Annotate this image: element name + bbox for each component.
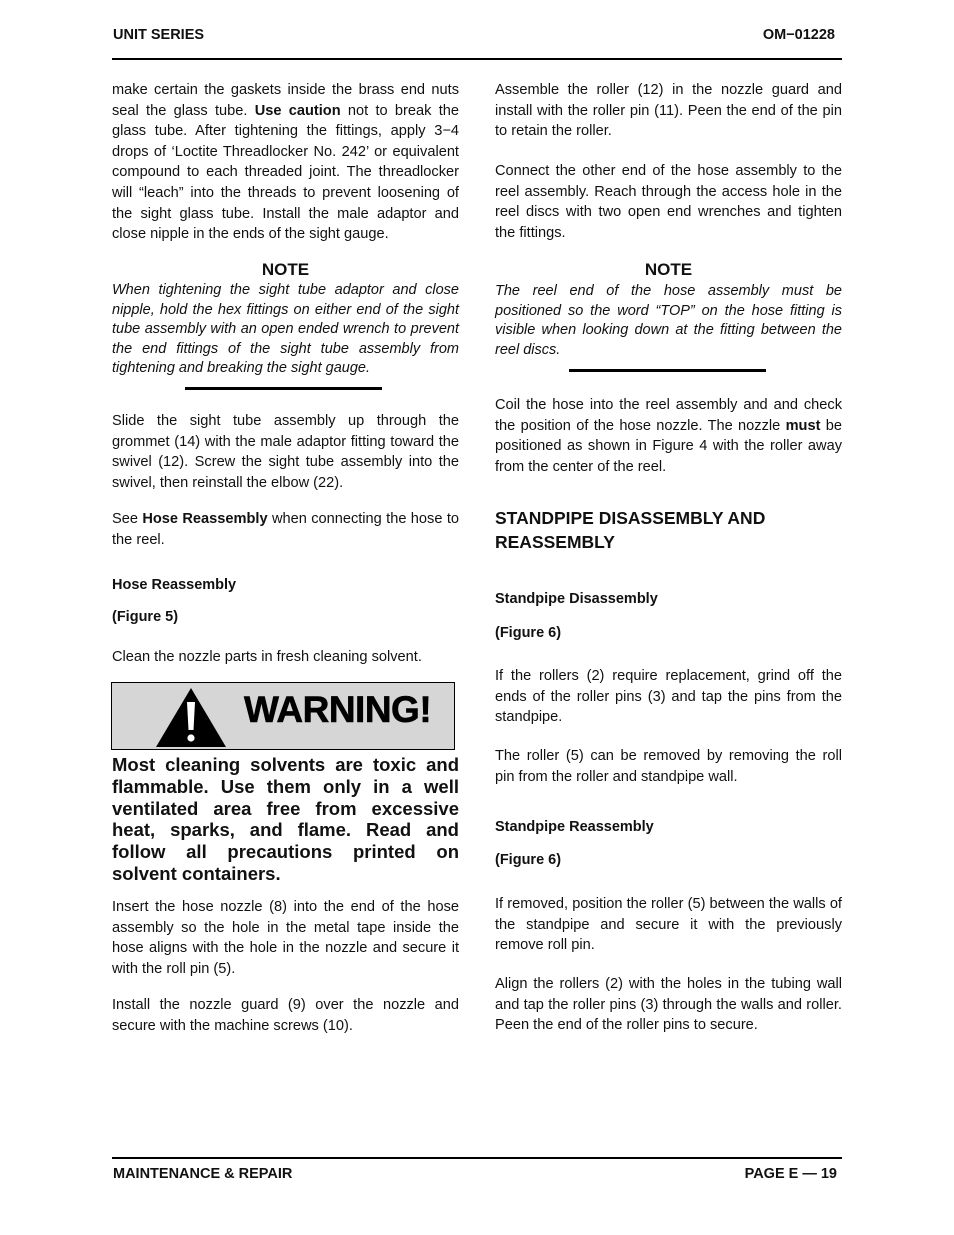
header-rule — [112, 58, 842, 60]
text-run: Coil the hose into the reel assembly and and check the position of the hose nozzle. The nozzle — [495, 397, 842, 434]
warning-text: Most cleaning solvents are toxic and flammable. Use them only in a well ventilated area free from excessive heat, sparks, and flame. Read and follow all precautions printed on solvent containers. — [112, 754, 459, 884]
right-paragraph-7: Align the rollers (2) with the holes in the tubing wall and tap the roller pins (3) through the walls and roller. Peen the end of the roller pins to secure. — [495, 976, 842, 1034]
left-paragraph-2-wrap — [112, 411, 459, 493]
right-paragraph-4: If the rollers (2) require replacement, grind off the ends of the roller pins (3) and tap the pins from the standpipe. — [495, 668, 842, 726]
right-note-separator — [569, 369, 766, 372]
hose-reassembly-figure-ref: (Figure 5) — [112, 609, 179, 625]
footer-rule — [112, 1157, 842, 1159]
left-note-title: NOTE — [261, 260, 310, 279]
right-paragraph-4-wrap — [495, 666, 842, 728]
right-paragraph-1: Assemble the roller (12) in the nozzle guard and install with the roller pin (11). Peen the end of the pin to retain the roller. — [495, 82, 842, 140]
right-paragraph-6-wrap — [495, 894, 842, 956]
footer-page-number: PAGE E — 19 — [744, 1166, 837, 1182]
header-doc-number: OM−01228 — [762, 27, 835, 43]
left-column — [112, 80, 459, 245]
hose-reassembly-heading: Hose Reassembly — [112, 577, 237, 593]
left-paragraph-6-wrap — [112, 995, 459, 1036]
left-paragraph-1 — [112, 80, 459, 245]
text-run: not to break the glass tube. After tightening the fittings, apply 3−4 drops of ‘Loctite Threadlocker No. 242’ or equivalent compound to each threaded joint. The threadlocker will “leach” into the threads to prevent loosening of the sight glass tube. Install the male adaptor and close nipple in the ends of the sight gauge. — [112, 102, 459, 243]
left-paragraph-5: Insert the hose nozzle (8) into the end of the hose assembly so the hole in the metal tape inside the hose aligns with the hole in the nozzle and secure it with the roll pin (5). — [112, 899, 459, 977]
right-paragraph-3 — [495, 395, 842, 477]
left-paragraph-5-wrap — [112, 897, 459, 979]
right-paragraph-2-wrap — [495, 161, 842, 243]
right-paragraph-5: The roller (5) can be removed by removing the roll pin from the roller and standpipe wall. — [495, 748, 842, 785]
left-paragraph-4-wrap — [112, 647, 459, 668]
header-series: UNIT SERIES — [113, 27, 205, 43]
warning-triangle-icon — [154, 685, 228, 749]
text-run: make certain the gaskets inside the brass end nuts seal the glass tube. — [112, 82, 459, 119]
standpipe-reassembly-heading: Standpipe Reassembly — [495, 819, 654, 835]
left-paragraph-6: Install the nozzle guard (9) over the nozzle and secure with the machine screws (10). — [112, 997, 459, 1034]
left-paragraph-4: Clean the nozzle parts in fresh cleaning solvent. — [112, 649, 422, 665]
left-paragraph-3 — [112, 509, 459, 550]
warning-label: WARNING! — [244, 689, 432, 730]
right-paragraph-2: Connect the other end of the hose assembly to the reel assembly. Reach through the access hole in the reel discs with two open end wrenches and tighten the fittings. — [495, 163, 842, 241]
footer-section: MAINTENANCE & REPAIR — [113, 1166, 293, 1182]
left-paragraph-3-wrap — [112, 509, 459, 550]
right-note-body: The reel end of the hose assembly must be positioned so the word “TOP” on the hose fitting is visible when looking down at the fitting between the reel discs. — [495, 283, 842, 358]
text-run: when connecting the hose to the reel. — [112, 511, 459, 548]
text-run: See — [112, 511, 143, 527]
right-paragraph-1-wrap — [495, 80, 842, 142]
standpipe-reassembly-figure-ref: (Figure 6) — [495, 852, 562, 868]
warning-banner — [111, 682, 455, 750]
text-run: be positioned as shown in Figure 4 with the roller away from the center of the reel. — [495, 417, 842, 475]
right-paragraph-7-wrap — [495, 974, 842, 1036]
right-paragraph-5-wrap — [495, 746, 842, 787]
right-note-title: NOTE — [644, 260, 693, 279]
standpipe-disassembly-figure-ref: (Figure 6) — [495, 625, 562, 641]
emphasis: Use caution — [254, 102, 341, 119]
standpipe-disassembly-heading: Standpipe Disassembly — [495, 591, 658, 607]
cross-reference: Hose Reassembly — [142, 511, 268, 527]
standpipe-section-heading: STANDPIPE DISASSEMBLY AND REASSEMBLY — [495, 508, 766, 552]
left-note-separator — [185, 387, 382, 390]
left-note-body: When tightening the sight tube adaptor and close nipple, hold the hex fittings on either end of the sight tube assembly with an open ended wrench to prevent the end fittings of the sight tube assembly from tightening and breaking the sight gauge. — [112, 282, 459, 377]
right-paragraph-6: If removed, position the roller (5) between the walls of the standpipe and secure it with the previously remove roll pin. — [495, 896, 842, 954]
left-paragraph-2: Slide the sight tube assembly up through the grommet (14) with the male adaptor fitting toward the swivel (12). Screw the sight tube assembly into the swivel, then reinstall the elbow (22). — [112, 413, 459, 491]
emphasis: must — [785, 417, 821, 434]
right-paragraph-3-wrap — [495, 395, 842, 477]
